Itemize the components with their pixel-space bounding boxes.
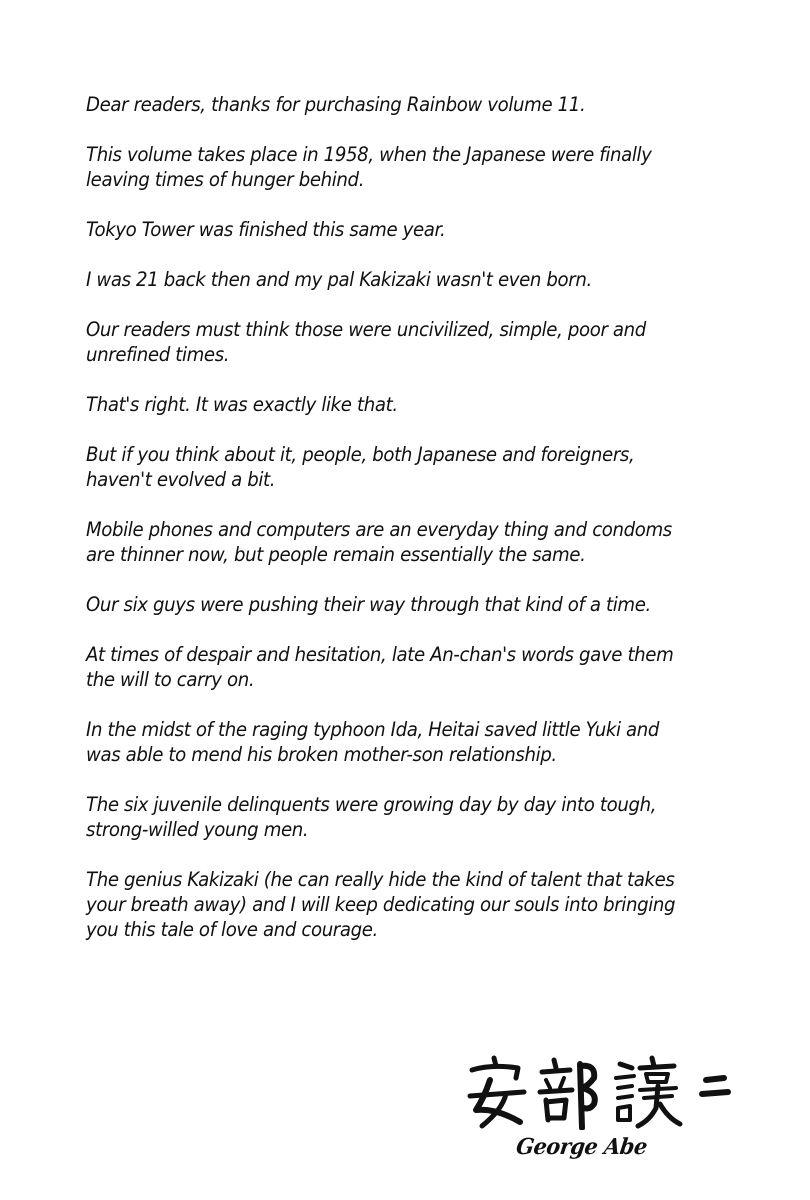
signature <box>462 1050 752 1170</box>
paragraph-setting: This volume takes place in 1958, when the Japanese were finally leaving times of hunger behind. <box>86 143 652 191</box>
kanji-signature <box>462 1050 732 1130</box>
paragraph-age: I was 21 back then and my pal Kakizaki wasn't even born. <box>86 268 592 291</box>
signature-name: George Abe <box>514 1134 649 1160</box>
paragraph-greeting: Dear readers, thanks for purchasing Rainbow volume 11. <box>86 93 586 116</box>
paragraph-tokyo-tower: Tokyo Tower was finished this same year. <box>86 218 446 241</box>
afterword-letter <box>86 92 756 942</box>
paragraph-closing: The genius Kakizaki (he can really hide the kind of talent that takes your breath away) and I will keep dedicating our souls into bringing you this tale of love and courage. <box>86 868 676 941</box>
paragraph-six-guys: Our six guys were pushing their way through that kind of a time. <box>86 593 651 616</box>
paragraph-readers: Our readers must think those were uncivilized, simple, poor and unrefined times. <box>86 318 646 366</box>
paragraph-thats-right: That's right. It was exactly like that. <box>86 393 398 416</box>
paragraph-people: But if you think about it, people, both Japanese and foreigners, haven't evolved a bit. <box>86 443 635 491</box>
paragraph-typhoon: In the midst of the raging typhoon Ida, Heitai saved little Yuki and was able to mend his broken mother-son relationship. <box>86 718 660 766</box>
paragraph-despair: At times of despair and hesitation, late An-chan's words gave them the will to carry on. <box>86 643 674 691</box>
paragraph-delinquents: The six juvenile delinquents were growing day by day into tough, strong-willed young men. <box>86 793 657 841</box>
paragraph-phones: Mobile phones and computers are an everyday thing and condoms are thinner now, but people remain essentially the same. <box>86 518 672 566</box>
